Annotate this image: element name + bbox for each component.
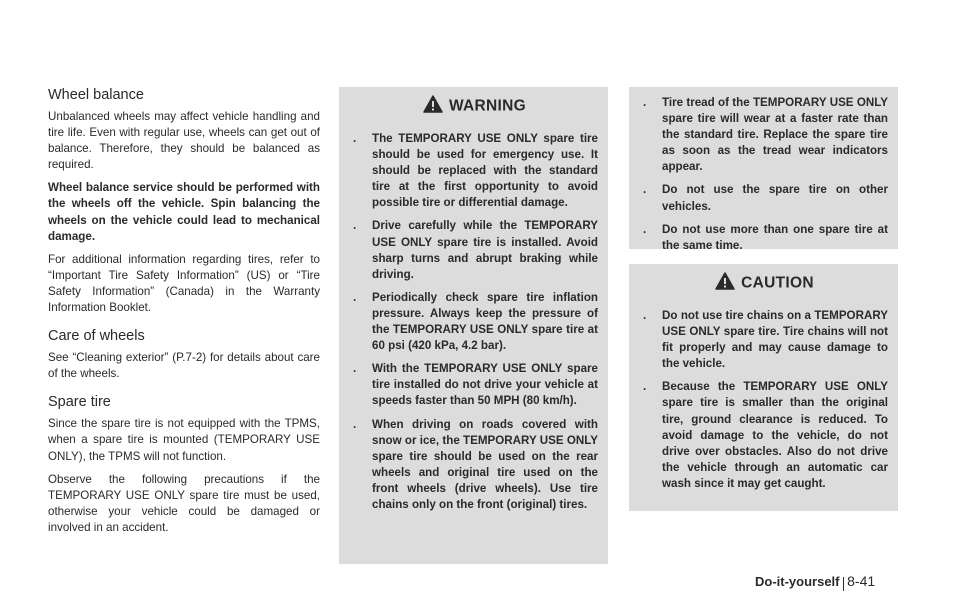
- heading-care-of-wheels: Care of wheels: [48, 328, 145, 345]
- wheel-balance-p2: Wheel balance service should be performed with the wheels off the vehicle. Spin balancing the wheels on the vehicle could lead to mechanical damage.: [48, 181, 320, 243]
- middle-column: [339, 87, 608, 564]
- warning-box: [339, 87, 608, 564]
- page-number: 8-41: [847, 573, 876, 589]
- warning-list-continued: [641, 95, 888, 254]
- caution-triangle-icon: [715, 272, 735, 295]
- caution-box: [629, 264, 898, 511]
- list-item: . Periodically check spare tire inflation pressure. Always keep the pressure of the TEMPORARY USE ONLY spare tire at 60 psi (420 kPa, 4.2 bar).: [353, 290, 598, 353]
- left-column: [48, 86, 320, 543]
- list-item: . Do not use more than one spare tire at the same time.: [643, 222, 888, 252]
- right-column: [629, 87, 898, 252]
- warning-triangle-icon: [423, 95, 443, 118]
- list-item: . Do not use tire chains on a TEMPORARY USE ONLY spare tire. Tire chains will not fit properly and may cause damage to the vehicle.: [643, 309, 888, 371]
- warning-title: WARNING: [448, 97, 526, 115]
- footer-section-name: Do-it-yourself: [755, 574, 840, 589]
- caution-list: [641, 308, 888, 492]
- wheel-balance-p3: For additional information regarding tires, refer to “Important Tire Safety Information” (US) or “Tire Safety Information” (Canada) in the Warranty Information Booklet.: [48, 252, 320, 315]
- list-item: . With the TEMPORARY USE ONLY spare tire installed do not drive your vehicle at speeds faster than 50 MPH (80 km/h).: [353, 362, 598, 408]
- heading-wheel-balance: Wheel balance: [48, 87, 144, 103]
- list-item: . When driving on roads covered with snow or ice, the TEMPORARY USE ONLY spare tire should be used on the rear wheels and original tire used on the front wheels (drive wheels). Use tire chains only on the front (original) tires.: [353, 417, 598, 511]
- footer-divider: [843, 577, 844, 591]
- wheel-balance-p1: Unbalanced wheels may affect vehicle handling and tire life. Even with regular use, wheels can get out of balance. Therefore, they should be balanced as required.: [48, 110, 320, 172]
- caution-header: [641, 264, 888, 296]
- list-item: . Tire tread of the TEMPORARY USE ONLY spare tire will wear at a faster rate than the standard tire. Replace the spare tire as soon as the tread wear indicators appear.: [643, 96, 888, 174]
- list-item: . The TEMPORARY USE ONLY spare tire should be used for emergency use. It should be replaced with the standard tire at the first opportunity to avoid possible tire or differential damage.: [353, 132, 598, 210]
- list-item: . Because the TEMPORARY USE ONLY spare tire is smaller than the original tire, ground clearance is reduced. To avoid damage to the vehicle, do not drive over obstacles. Also do not drive the vehicle through an automatic car wash since it may get caught.: [643, 380, 888, 490]
- caution-title: CAUTION: [741, 274, 814, 292]
- heading-spare-tire: Spare tire: [48, 394, 111, 411]
- list-item: . Drive carefully while the TEMPORARY USE ONLY spare tire is installed. Avoid sharp turns and abrupt braking while driving.: [353, 219, 598, 281]
- care-of-wheels-p1: See “Cleaning exterior” (P.7-2) for details about care of the wheels.: [48, 351, 320, 381]
- warning-header: [351, 87, 598, 119]
- warning-box-continued: [629, 87, 898, 252]
- warning-list: [351, 131, 598, 513]
- spare-tire-p1: Since the spare tire is not equipped with the TPMS, when a spare tire is mounted (TEMPORARY USE ONLY), the TPMS will not function.: [48, 417, 320, 463]
- page-footer: [755, 573, 905, 589]
- spare-tire-p2: Observe the following precautions if the TEMPORARY USE ONLY spare tire must be used, otherwise your vehicle could be damaged or involved in an accident.: [48, 472, 320, 534]
- list-item: . Do not use the spare tire on other vehicles.: [643, 183, 888, 213]
